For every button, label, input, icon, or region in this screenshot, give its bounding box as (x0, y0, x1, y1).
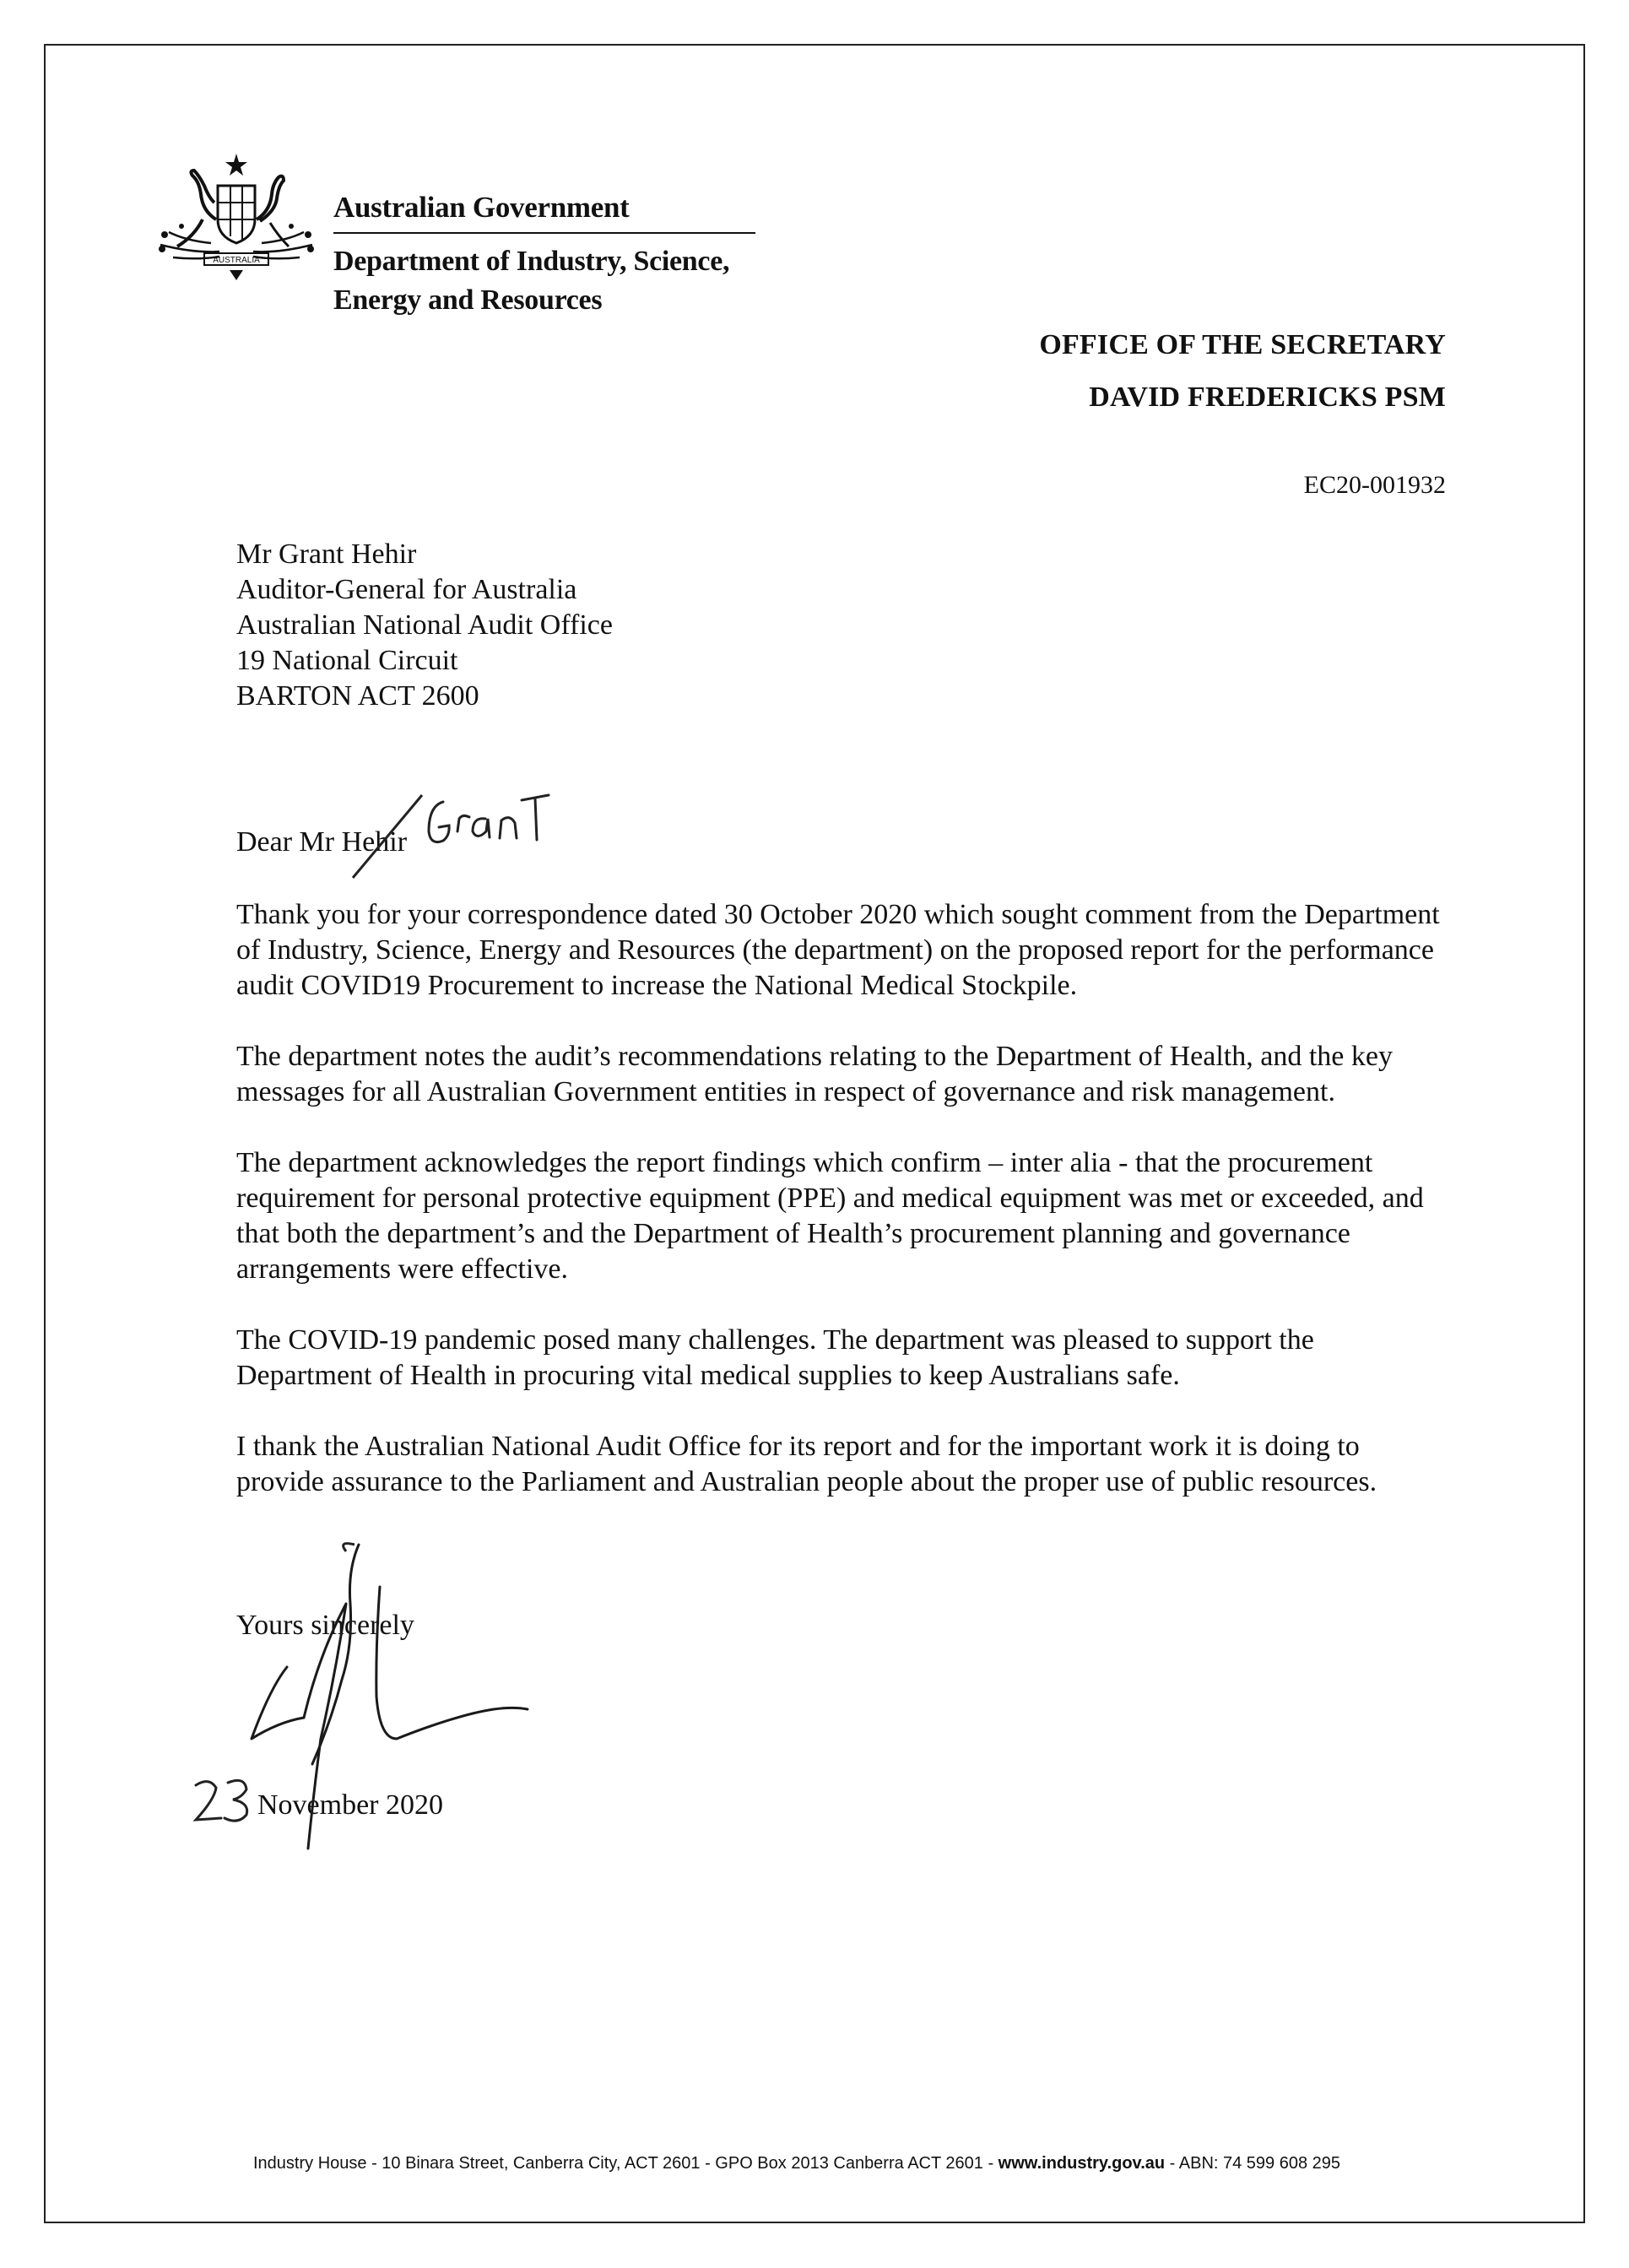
office-title: OFFICE OF THE SECRETARY (1039, 329, 1446, 360)
address-line: Auditor-General for Australia (236, 574, 577, 605)
paragraph: Thank you for your correspondence dated 30 October 2020 which sought comment from the Department of Industry, Science, Energy and Resources (the department) on the proposed report for the performance audit COVID19 Procurement to increase the National Medical Stockpile. (236, 899, 1440, 1001)
department-line-1: Department of Industry, Science, (333, 246, 730, 277)
department-name (333, 242, 755, 320)
letter-date (257, 1788, 443, 1823)
paragraph: The department acknowledges the report findings which confirm – inter alia - that the procurement requirement for personal protective equipment (PPE) and medical equipment was met or exceeded, and that both the department’s and the Department of Health’s procurement planning and governance arrangements were effective. (236, 1147, 1424, 1285)
coat-of-arms-icon (152, 152, 321, 291)
paragraph: The department notes the audit’s recommendations relating to the Department of Health, and the key messages for all Australian Government entities in respect of governance and risk management. (236, 1041, 1393, 1107)
svg-text:AUSTRALIA: AUSTRALIA (213, 256, 260, 265)
reference-number: EC20-001932 (1303, 471, 1446, 499)
recipient-address (236, 537, 613, 714)
salutation: Dear Mr Hehir (236, 826, 408, 858)
date-typed: November 2020 (257, 1789, 444, 1821)
department-line-2: Energy and Resources (333, 284, 603, 316)
letterhead (333, 190, 755, 320)
address-line: Australian National Audit Office (236, 609, 613, 641)
paragraph: The COVID-19 pandemic posed many challenges. The department was pleased to support the Department of Health in procuring vital medical supplies to keep Australians safe. (236, 1324, 1314, 1391)
office-block (1039, 319, 1446, 424)
footer-website-link[interactable]: www.industry.gov.au (998, 2154, 1166, 2173)
letter-body (236, 897, 1452, 1535)
paragraph: I thank the Australian National Audit Office for its report and for the important work it is doing to provide assurance to the Parliament and Australian people about the proper use of public resources. (236, 1431, 1377, 1497)
government-name: Australian Government (333, 190, 755, 234)
closing: Yours sincerely (236, 1610, 414, 1641)
footer-address: Industry House - 10 Binara Street, Canberra City, ACT 2601 - GPO Box 2013 Canberra ACT 2601 - (253, 2154, 999, 2173)
footer-abn: - ABN: 74 599 608 295 (1165, 2154, 1341, 2173)
secretary-name: DAVID FREDERICKS PSM (1089, 382, 1446, 413)
address-line: BARTON ACT 2600 (236, 680, 479, 712)
footer (253, 2152, 1340, 2174)
address-line: 19 National Circuit (236, 645, 458, 676)
address-line: Mr Grant Hehir (236, 539, 417, 570)
